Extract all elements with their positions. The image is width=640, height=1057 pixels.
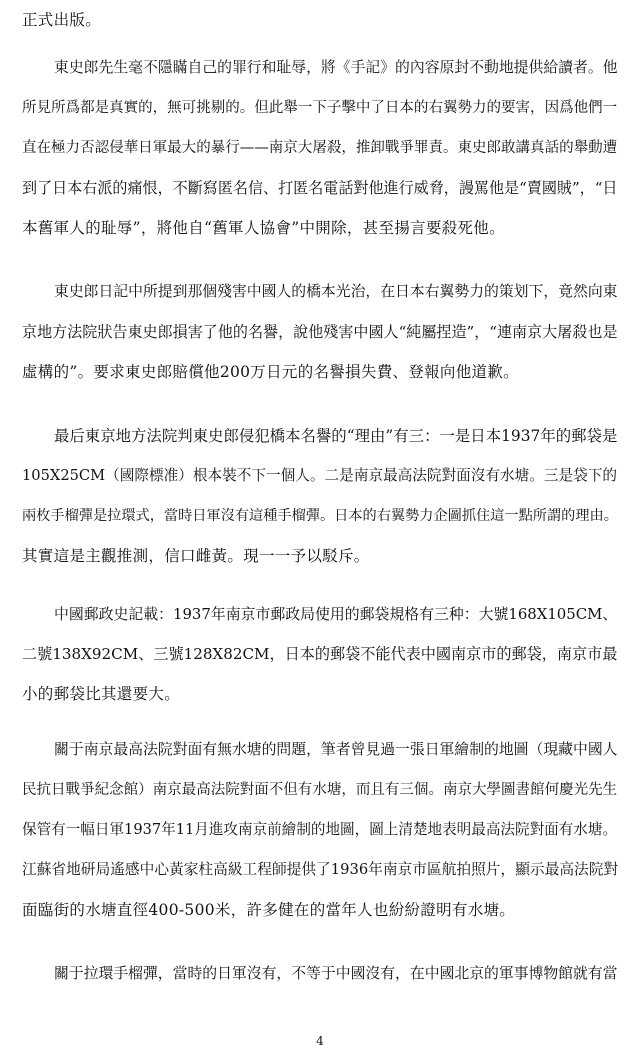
text-line: 虛構的”。要求東史郎賠償他200万日元的名譽損失費、登報向他道歉。 (22, 363, 519, 381)
text-line: 最后東京地方法院判東史郎侵犯橋本名譽的“理由”有三：一是日本1937年的郵袋是 (54, 427, 618, 445)
text-line: 中國郵政史記載：1937年南京市郵政局使用的郵袋規格有三种：大號168X105CM、 (54, 605, 618, 623)
text-line: 小的郵袋比其還要大。 (22, 685, 181, 703)
text-line: 兩枚手榴彈是拉環式，當時日軍沒有這種手榴彈。日本的右翼勢力企圖抓住這一點所謂的理由。 (22, 508, 618, 524)
text-line: 東史郎日記中所提到那個殘害中國人的橋本光治，在日本右翼勢力的策划下，竟然向東 (54, 283, 618, 300)
text-line: 東史郎先生毫不隱瞞自己的罪行和耻辱，將《手記》的內容原封不動地提供給讀者。他 (54, 59, 618, 76)
text-line: 直在極力否認侵華日軍最大的暴行——南京大屠殺，推卸戰爭罪責。東史郎敢講真話的舉動遭 (22, 140, 618, 156)
text-line: 民抗日戰爭紀念館）南京最高法院對面不但有水塘，而且有三個。南京大學圖書館何慶光先生 (22, 782, 618, 798)
text-line: 關于拉環手榴彈，當時的日軍沒有，不等于中國沒有，在中國北京的軍事博物館就有當 (54, 965, 618, 982)
text-line: 面臨街的水塘直徑400-500米，許多健在的當年人也紛紛證明有水塘。 (22, 901, 516, 919)
page-number: 4 (316, 1034, 324, 1048)
text-line: 關于南京最高法院對面有無水塘的問題，筆者曾見過一張日軍繪制的地圖（現藏中國人 (54, 741, 618, 758)
text-line: 保管有一幅日軍1937年11月進攻南京前繪制的地圖，圖上清楚地表明最高法院對面有水塘。 (22, 821, 618, 838)
text-line: 本舊軍人的耻辱”，將他自“舊軍人協會”中開除，甚至揚言要殺死他。 (22, 219, 505, 237)
text-line: 二號138X92CM、三號128X82CM，日本的郵袋不能代表中國南京市的郵袋，南京市最 (22, 645, 618, 663)
text-line: 正式出版。 (22, 11, 102, 29)
text-line: 105X25CM（國際標准）根本裝不下一個人。二是南京最高法院對面沒有水塘。三是袋下的 (22, 467, 617, 484)
text-line: 江蘇省地研局遙感中心黃家柱高級工程師提供了1936年南京市區航拍照片，顯示最高法院對 (22, 861, 619, 878)
text-line: 京地方法院狀告東史郎損害了他的名譽，說他殘害中國人“純屬捏造”，“連南京大屠殺也是 (22, 323, 618, 341)
text-line: 所見所爲都是真實的，無可挑剔的。但此舉一下子擊中了日本的右翼勢力的要害，因爲他們一 (22, 100, 618, 116)
text-line: 其實這是主觀推測，信口雌黃。現一一予以駁斥。 (22, 547, 370, 565)
text-line: 到了日本右派的痛恨，不斷寫匿名信、打匿名電話對他進行威脅，謾罵他是“賣國賊”，“日 (22, 179, 618, 197)
